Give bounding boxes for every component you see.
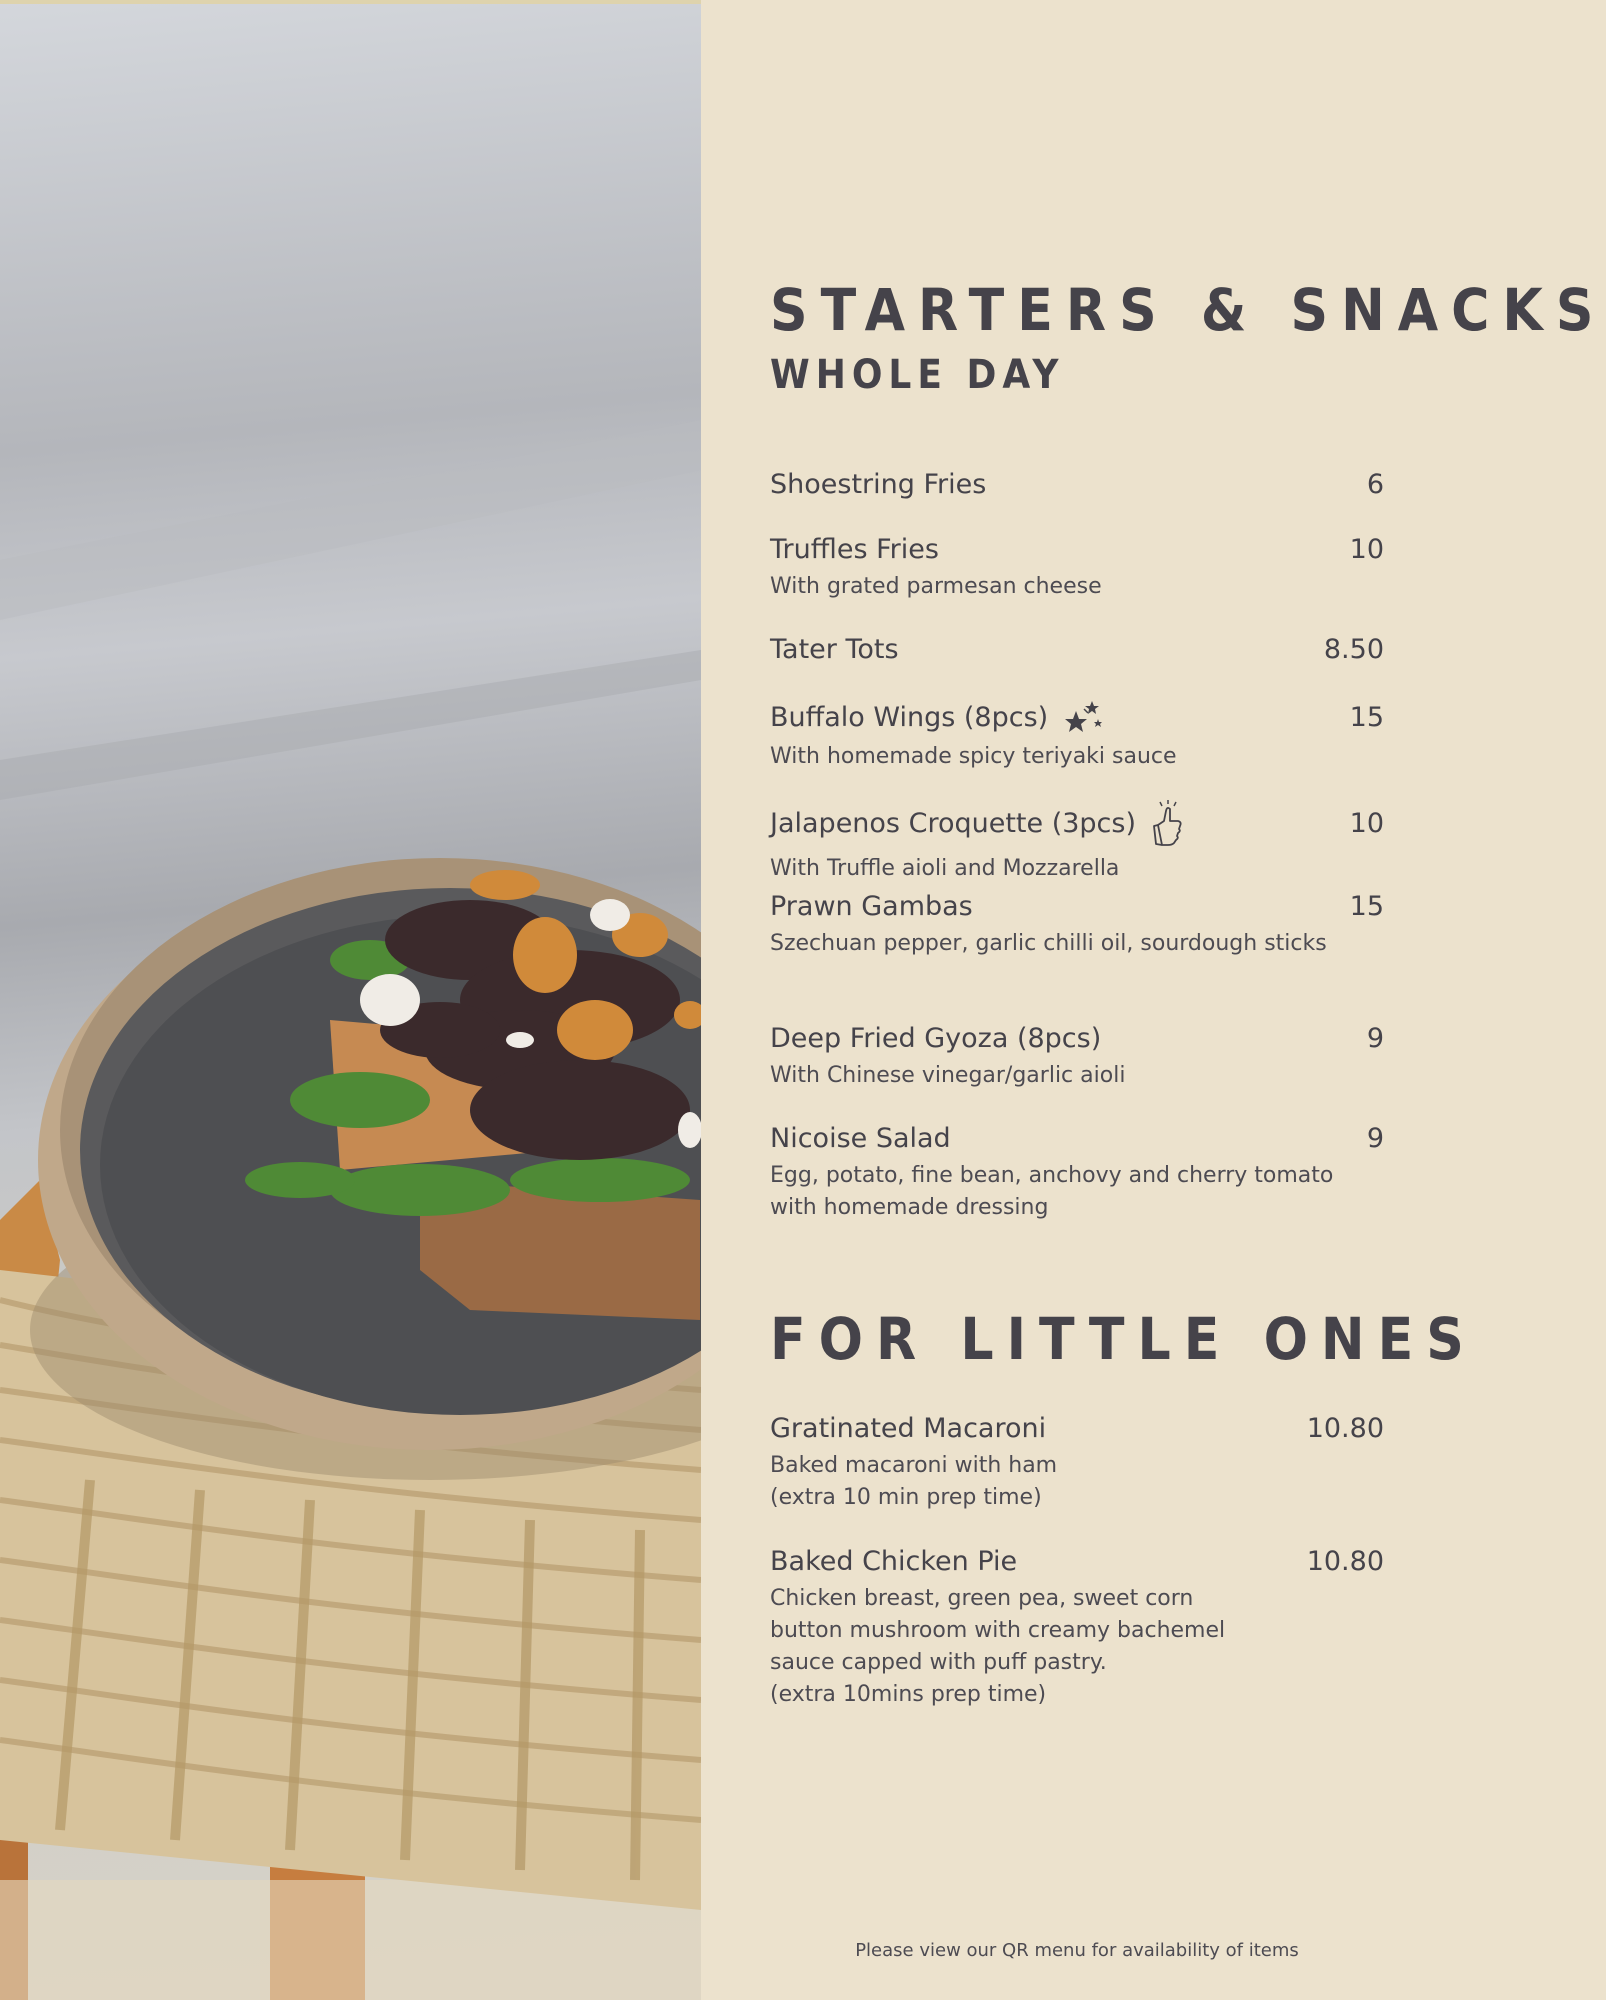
menu-item — [770, 799, 1384, 885]
item-price: 9 — [1366, 1123, 1384, 1154]
description-line: (extra 10 min prep time) — [770, 1485, 1042, 1510]
item-name: Truffles Fries — [770, 534, 939, 565]
item-name: Baked Chicken Pie — [770, 1546, 1018, 1577]
thumbs-up-icon — [1150, 799, 1186, 847]
item-name: Jalapenos Croquette (3pcs) — [770, 807, 1136, 839]
item-name-wrap — [770, 699, 1106, 735]
item-name: Deep Fried Gyoza (8pcs) — [770, 1023, 1102, 1054]
item-price: 10.80 — [1306, 1546, 1384, 1577]
item-description: With grated parmesan cheese — [770, 574, 1102, 599]
item-price: 8.50 — [1323, 634, 1384, 665]
starters-subtitle: WHOLE DAY — [770, 352, 1065, 398]
item-description: Szechuan pepper, garlic chilli oil, sourdough sticks — [770, 931, 1327, 956]
item-name: Buffalo Wings (8pcs) — [770, 701, 1049, 733]
item-description: With Chinese vinegar/garlic aioli — [770, 1063, 1126, 1088]
footer-note: Please view our QR menu for availability of items — [855, 1940, 1299, 1961]
menu-item — [770, 699, 1384, 773]
starters-title: STARTERS & SNACKS — [770, 276, 1606, 344]
item-name: Nicoise Salad — [770, 1123, 951, 1154]
item-name: Gratinated Macaroni — [770, 1413, 1047, 1444]
description-line: button mushroom with creamy bachemel — [770, 1618, 1226, 1643]
item-description — [770, 1450, 1330, 1514]
item-name: Prawn Gambas — [770, 891, 973, 922]
menu-item — [770, 1123, 1384, 1224]
description-line: Baked macaroni with ham — [770, 1453, 1058, 1478]
description-line: sauce capped with puff pastry. — [770, 1650, 1107, 1675]
item-price: 10.80 — [1306, 1413, 1384, 1444]
item-price: 6 — [1366, 469, 1384, 500]
item-price: 10 — [1349, 534, 1384, 565]
item-name-wrap — [770, 799, 1186, 847]
item-price: 10 — [1349, 807, 1384, 839]
description-line: Chicken breast, green pea, sweet corn — [770, 1586, 1194, 1611]
menu-item — [770, 534, 1384, 603]
menu-item — [770, 1023, 1384, 1092]
item-description — [770, 1583, 1384, 1711]
item-name: Shoestring Fries — [770, 469, 987, 500]
item-description: Egg, potato, fine bean, anchovy and cherry tomato with homemade dressing — [770, 1163, 1334, 1220]
food-photo-illustration — [0, 0, 701, 2000]
menu-item — [770, 1546, 1384, 1711]
menu-item — [770, 634, 1384, 665]
description-line: (extra 10mins prep time) — [770, 1682, 1047, 1707]
sparkle-stars-icon — [1062, 699, 1106, 735]
item-price: 9 — [1366, 1023, 1384, 1054]
item-name: Tater Tots — [770, 634, 899, 665]
menu-item — [770, 469, 1384, 500]
item-description: With Truffle aioli and Mozzarella — [770, 856, 1120, 881]
food-photo — [0, 0, 701, 2000]
item-price: 15 — [1349, 891, 1384, 922]
item-price: 15 — [1349, 701, 1384, 733]
menu-item — [770, 891, 1384, 960]
menu-item — [770, 1413, 1384, 1514]
little-ones-title: FOR LITTLE ONES — [770, 1305, 1477, 1373]
top-accent-line — [0, 0, 701, 4]
item-description: With homemade spicy teriyaki sauce — [770, 744, 1177, 769]
